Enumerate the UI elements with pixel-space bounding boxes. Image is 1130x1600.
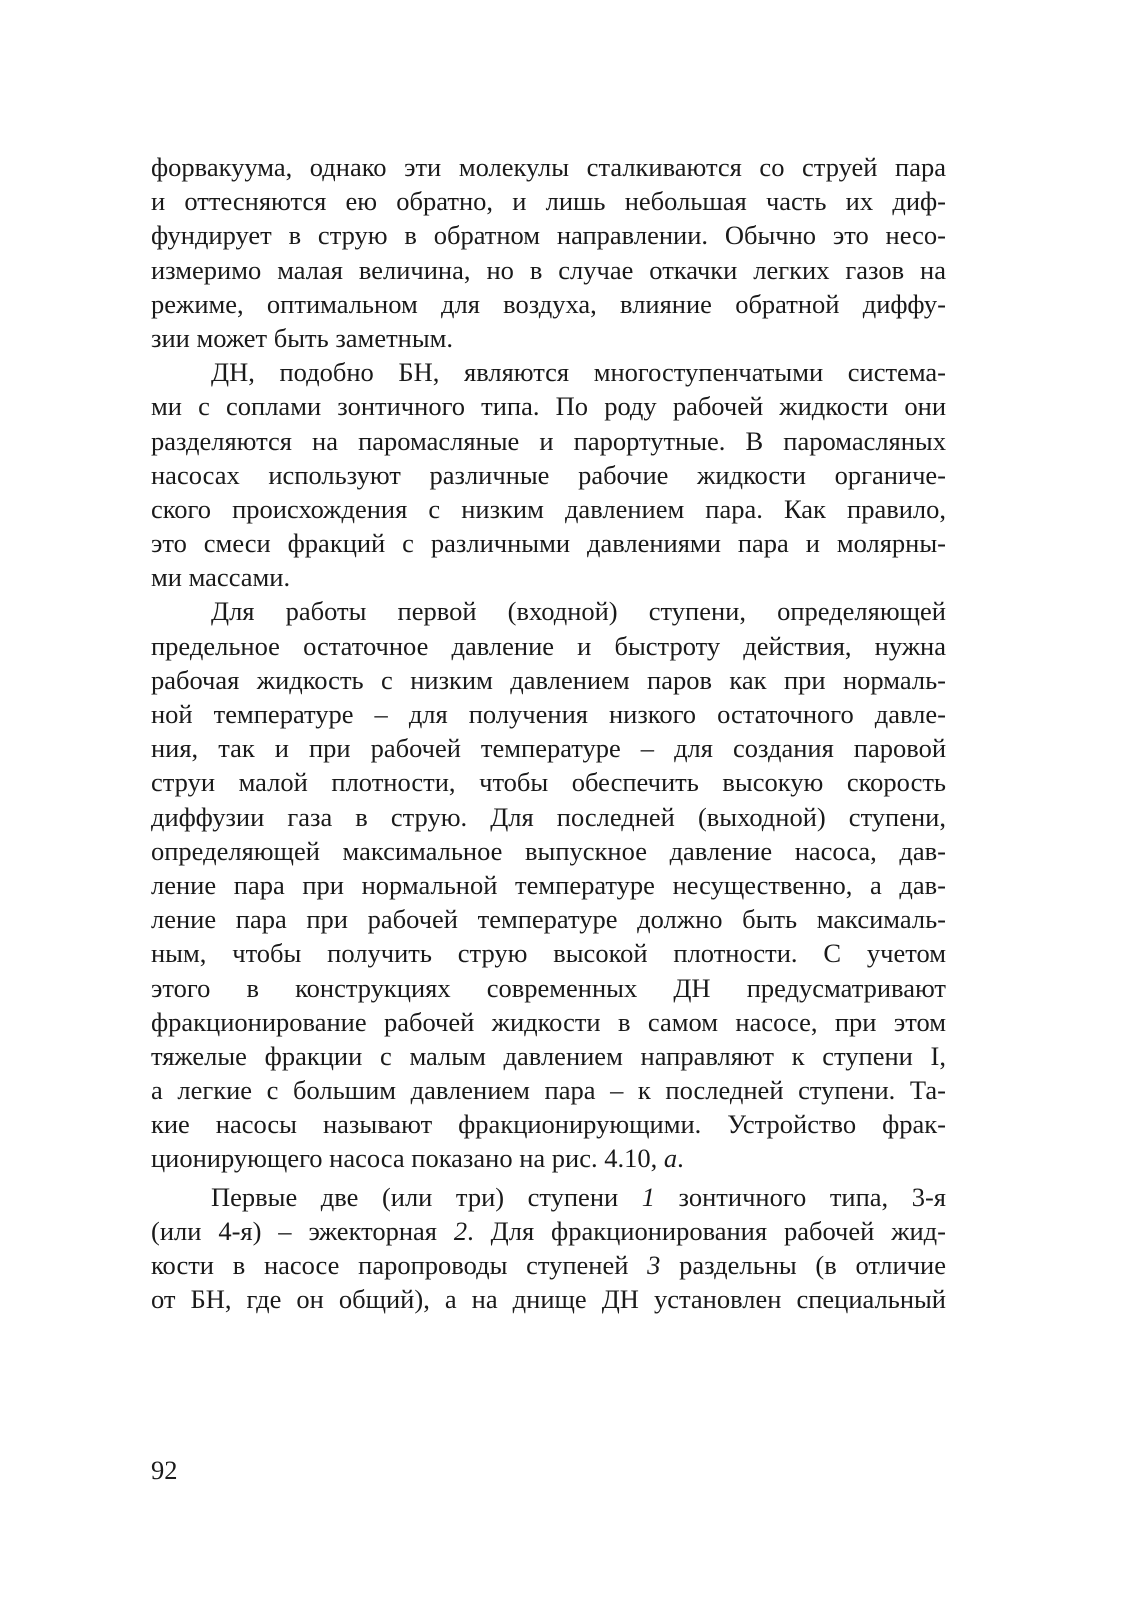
text-line: ной температуре – для получения низкого остаточного давле-	[151, 699, 946, 729]
paragraph-3	[151, 594, 946, 1175]
callout-number: 2	[453, 1215, 468, 1246]
text-line: диффузии газа в струю. Для последней (выходной) ступени,	[151, 801, 946, 832]
text-line: ния, так и при рабочей температуре – для создания паровой	[151, 733, 946, 764]
text-line: предельное остаточное давление и быстроту действия, нужна	[151, 630, 946, 661]
text-run: Первые две (или три) ступени	[211, 1181, 642, 1212]
text-line: это смеси фракций с различными давлениями пара и молярны-	[151, 528, 946, 559]
body-text	[151, 150, 946, 1316]
text-line: определяющей максимальное выпускное давление насоса, дав-	[151, 835, 946, 866]
text-line: этого в конструкциях современных ДН предусматривают	[151, 972, 946, 1003]
text-line: форвакуума, однако эти молекулы сталкиваются со струей пара	[151, 152, 946, 182]
text-line: измеримо малая величина, но в случае откачки легких газов на	[151, 254, 946, 285]
text-line: ление пара при нормальной температуре несущественно, а дав-	[151, 869, 946, 900]
text-line: ление пара при рабочей температуре должно быть максималь-	[151, 904, 946, 935]
text-run: кости в насосе паропроводы ступеней	[151, 1250, 648, 1280]
text-run: (или 4-я) – эжекторная	[151, 1215, 454, 1246]
callout-number: 1	[641, 1181, 655, 1212]
text-line	[151, 1214, 946, 1248]
text-line	[151, 1248, 946, 1282]
paragraph-1	[151, 150, 946, 355]
text-line	[151, 1141, 946, 1175]
text-line: а легкие с большим давлением пара – к последней ступени. Та-	[151, 1075, 946, 1106]
text-line: ского происхождения с низким давлением пара. Как правило,	[151, 493, 946, 524]
figure-ref-italic: а	[663, 1143, 678, 1174]
text-line: кие насосы называют фракционирующими. Устройство фрак-	[151, 1109, 946, 1140]
text-line: насосах используют различные рабочие жидкости органиче-	[151, 459, 946, 490]
text-line: режиме, оптимальном для воздуха, влияние обратной диффу-	[151, 288, 946, 319]
text-run: . Для фракционирования рабочей жид-	[467, 1215, 946, 1246]
text-line: Для работы первой (входной) ступени, определяющей	[211, 596, 946, 627]
text-line: струи малой плотности, чтобы обеспечить высокую скорость	[151, 767, 946, 798]
callout-number: 3	[647, 1250, 661, 1280]
text-line: фундирует в струю в обратном направлении. Обычно это несо-	[151, 220, 946, 251]
text-line: ным, чтобы получить струю высокой плотности. С учетом	[151, 938, 946, 969]
text-line: рабочая жидкость с низким давлением паров как при нормаль-	[151, 664, 946, 695]
text-line: тяжелые фракции с малым давлением направляют к ступени I,	[151, 1040, 946, 1071]
text-line	[151, 1180, 946, 1214]
text-line: ДН, подобно БН, являются многоступенчатыми система-	[211, 357, 946, 388]
text-run: .	[677, 1143, 684, 1174]
text-line: ми массами.	[151, 562, 291, 593]
paragraph-4	[151, 1180, 946, 1317]
text-line: разделяются на паромасляные и парортутные. В паромасляных	[151, 425, 946, 456]
text-line: фракционирование рабочей жидкости в самом насосе, при этом	[151, 1006, 946, 1037]
text-run: ционирующего насоса показано на рис. 4.10,	[151, 1143, 664, 1174]
page-number: 92	[151, 1455, 178, 1485]
text-line: зии может быть заметным.	[151, 322, 454, 353]
text-line: от БН, где он общий), а на днище ДН установлен специальный	[151, 1284, 946, 1315]
text-run: раздельны (в отличие	[660, 1250, 946, 1280]
text-line: ми с соплами зонтичного типа. По роду рабочей жидкости они	[151, 391, 946, 422]
text-line: и оттесняются ею обратно, и лишь небольшая часть их диф-	[151, 186, 946, 217]
text-run: зонтичного типа, 3-я	[655, 1181, 946, 1212]
paragraph-2	[151, 355, 946, 594]
